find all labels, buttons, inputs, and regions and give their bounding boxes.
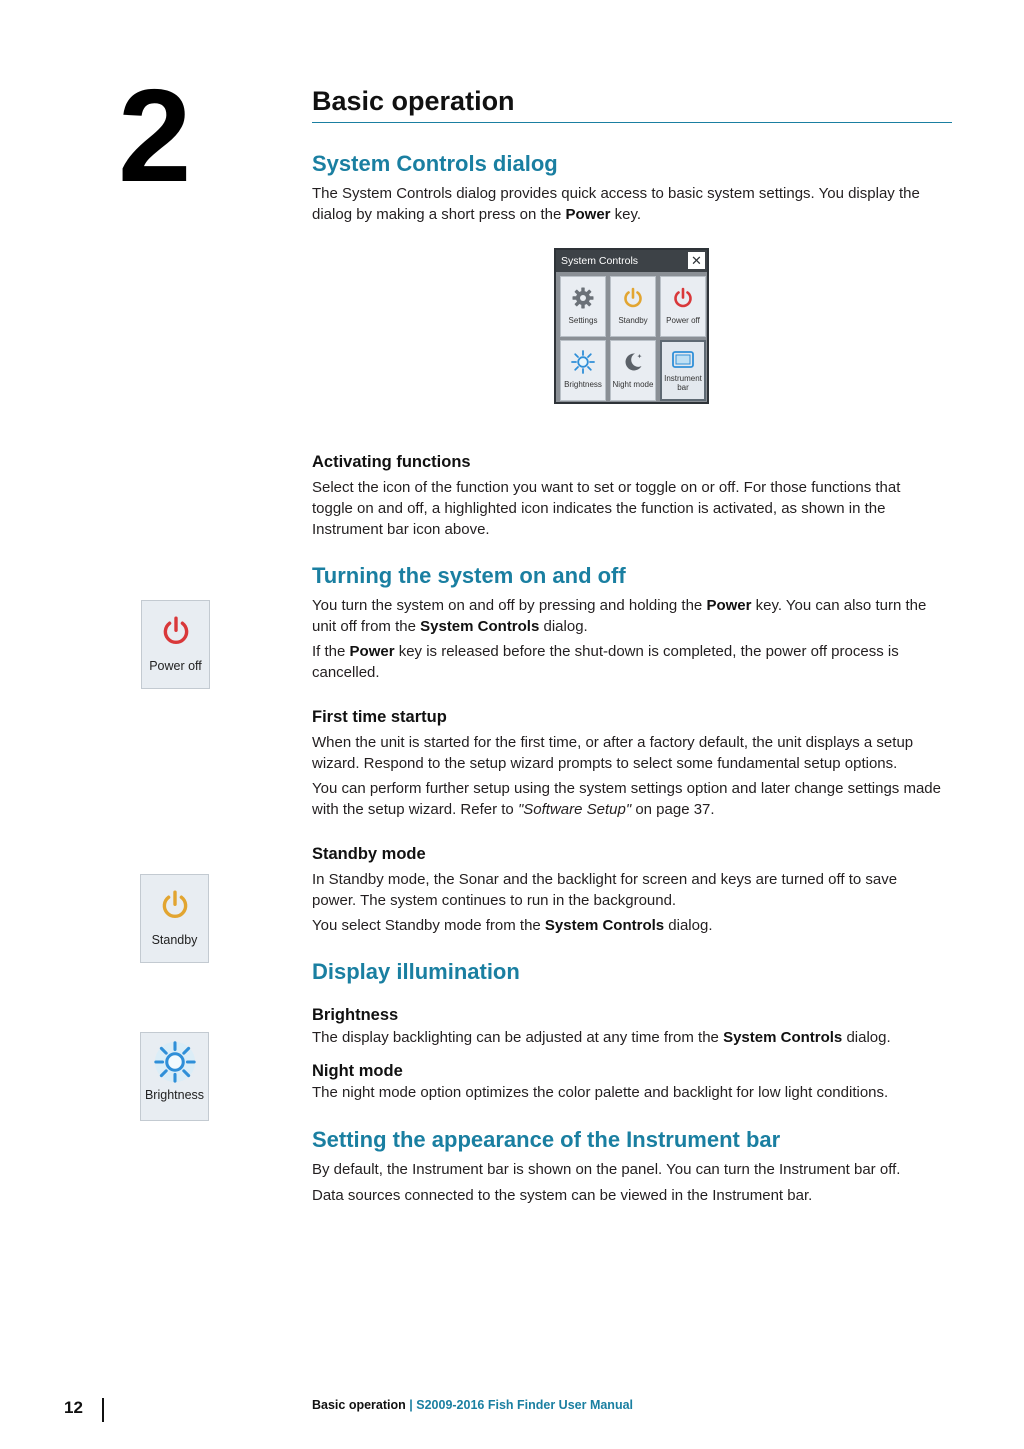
moon-icon bbox=[621, 350, 645, 374]
footer-text: Basic operation | S2009-2016 Fish Finder User Manual bbox=[312, 1398, 634, 1412]
heading-night-mode: Night mode bbox=[312, 1062, 403, 1080]
side-icon-standby bbox=[140, 874, 209, 963]
tile-night-mode[interactable] bbox=[610, 340, 656, 401]
paragraph-night-mode: The night mode option optimizes the color palette and backlight for low light conditions. bbox=[312, 1084, 889, 1101]
side-icon-label: Brightness bbox=[144, 1088, 205, 1102]
instrument-bar-icon bbox=[671, 348, 695, 372]
page-number: 12 bbox=[64, 1398, 83, 1417]
chapter-rule bbox=[312, 122, 952, 123]
standby-icon bbox=[621, 286, 645, 310]
paragraph-instrument-1: By default, the Instrument bar is shown on the panel. You can turn the Instrument bar off. bbox=[312, 1161, 901, 1178]
link-software-setup[interactable]: "Software Setup" bbox=[517, 801, 632, 818]
paragraph-system-controls: The System Controls dialog provides quick access to basic system settings. You display the dialog by making a short press on the Power key. bbox=[312, 185, 920, 223]
dialog-titlebar bbox=[556, 250, 707, 272]
tile-label: Instrument bar bbox=[664, 374, 702, 392]
side-icon-brightness bbox=[140, 1032, 209, 1121]
heading-system-controls: System Controls dialog bbox=[312, 151, 558, 176]
tile-label: Brightness bbox=[564, 380, 602, 389]
gear-icon bbox=[571, 286, 595, 310]
side-icon-label: Standby bbox=[151, 933, 198, 947]
brightness-icon bbox=[571, 350, 595, 374]
paragraph-brightness: The display backlighting can be adjusted at any time from the System Controls dialog. bbox=[312, 1029, 891, 1046]
paragraph-activating-functions: Select the icon of the function you want to set or toggle on or off. For those functions that toggle on and off, a highlighted icon indicates the function is activated, as shown in the Instrument bar icon above. bbox=[312, 479, 901, 538]
heading-first-time-startup: First time startup bbox=[312, 708, 447, 726]
power-icon bbox=[671, 286, 695, 310]
paragraph-standby-1: In Standby mode, the Sonar and the backlight for screen and keys are turned off to save power. The system continues to run in the background. bbox=[312, 871, 898, 909]
close-icon[interactable]: ✕ bbox=[688, 252, 705, 269]
chapter-title: Basic operation bbox=[312, 86, 515, 116]
paragraph-turning-1: You turn the system on and off by pressing and holding the Power key. You can also turn the unit off from the System Controls dialog. bbox=[312, 597, 927, 635]
paragraph-instrument-2: Data sources connected to the system can be viewed in the Instrument bar. bbox=[312, 1187, 813, 1204]
brightness-icon bbox=[152, 1039, 198, 1085]
heading-brightness: Brightness bbox=[312, 1006, 399, 1024]
dialog-title: System Controls bbox=[561, 255, 639, 267]
heading-turning-on-off: Turning the system on and off bbox=[312, 563, 626, 588]
standby-icon bbox=[158, 888, 192, 922]
tile-power-off[interactable] bbox=[660, 276, 706, 337]
tile-instrument-bar[interactable] bbox=[660, 340, 706, 401]
heading-standby-mode: Standby mode bbox=[312, 845, 426, 863]
tile-label: Standby bbox=[618, 316, 648, 325]
paragraph-first-startup-2: You can perform further setup using the system settings option and later change settings made with the setup wizard. Refer to "Software Setup" on page 37. bbox=[312, 780, 941, 818]
tile-settings[interactable] bbox=[560, 276, 606, 337]
tile-standby[interactable] bbox=[610, 276, 656, 337]
footer-divider bbox=[102, 1398, 104, 1422]
paragraph-standby-2: You select Standby mode from the System Controls dialog. bbox=[312, 917, 713, 934]
power-icon bbox=[159, 614, 193, 648]
side-icon-power-off bbox=[141, 600, 210, 689]
heading-display-illumination: Display illumination bbox=[312, 959, 520, 984]
tile-label: Power off bbox=[666, 316, 700, 325]
tile-label: Settings bbox=[568, 316, 598, 325]
system-controls-dialog bbox=[554, 248, 709, 404]
heading-activating-functions: Activating functions bbox=[312, 453, 471, 471]
paragraph-turning-2: If the Power key is released before the shut-down is completed, the power off process is cancelled. bbox=[312, 643, 899, 681]
side-icon-label: Power off bbox=[149, 659, 202, 673]
paragraph-first-startup-1: When the unit is started for the first time, or after a factory default, the unit displays a setup wizard. Respond to the setup wizard prompts to select some fundamental setup options. bbox=[312, 734, 914, 772]
tile-label: Night mode bbox=[612, 380, 654, 389]
tile-brightness[interactable] bbox=[560, 340, 606, 401]
chapter-number: 2 bbox=[118, 62, 190, 209]
heading-instrument-bar: Setting the appearance of the Instrument bar bbox=[312, 1127, 781, 1152]
